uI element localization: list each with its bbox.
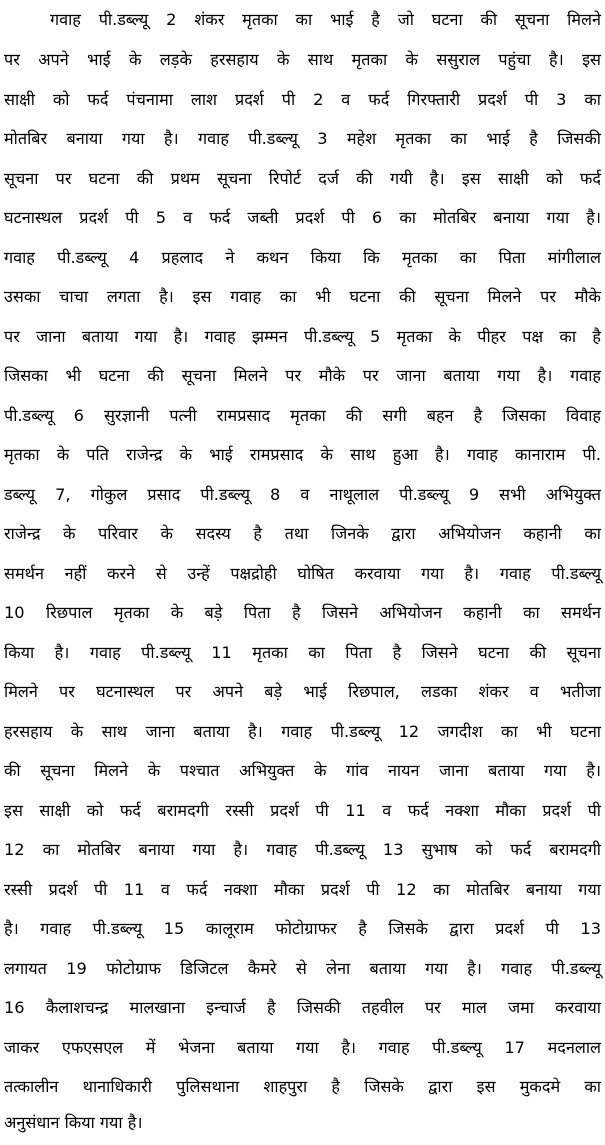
text-line: रस्सी प्रदर्श पी 11 व फर्द नक्शा मौका प्रदर्श पी 12 का मोतबिर बनाया गया (4, 880, 601, 899)
text-line: पी.डब्ल्यू 6 सुरज्ञानी पत्नी रामप्रसाद मृतका की सगी बहन है जिसका विवाह (4, 406, 601, 425)
text-line: पर अपने भाई के लड़के हरसहाय के साथ मृतका के ससुराल पहुंचा है। इस (4, 50, 601, 69)
text-line: मिलने पर घटनास्थल पर अपने बड़े भाई रिछपाल, लडका शंकर व भतीजा (4, 682, 601, 701)
text-line: इस साक्षी को फर्द बरामदगी रस्सी प्रदर्श पी 11 व फर्द नक्शा मौका प्रदर्श पी (4, 801, 601, 820)
text-line: घटनास्थल प्रदर्श पी 5 व फर्द जब्ती प्रदर्श पी 6 का मोतबिर बनाया गया है। (4, 208, 601, 227)
text-line: जिसका भी घटना की सूचना मिलने पर मौके पर जाना बताया गया है। गवाह (4, 366, 601, 385)
text-line: साक्षी को फर्द पंचनामा लाश प्रदर्श पी 2 व फर्द गिरफ्तारी प्रदर्श पी 3 का (4, 90, 601, 109)
text-line: तत्कालीन थानाधिकारी पुलिसथाना शाहपुरा है जिसके द्वारा इस मुकदमे का (4, 1077, 601, 1096)
text-line: किया है। गवाह पी.डब्ल्यू 11 मृतका का पिता है जिसने घटना की सूचना (4, 643, 601, 662)
text-line: गवाह पी.डब्ल्यू 4 प्रहलाद ने कथन किया कि मृतका का पिता मांगीलाल (4, 248, 601, 267)
text-line: गवाह पी.डब्ल्यू 2 शंकर मृतका का भाई है जो घटना की सूचना मिलने (50, 10, 601, 29)
text-line: 12 का मोतबिर बनाया गया है। गवाह पी.डब्ल्यू 13 सुभाष को फर्द बरामदगी (4, 840, 601, 859)
text-line: है। गवाह पी.डब्ल्यू 15 कालूराम फोटोग्राफर है जिसके द्वारा प्रदर्श पी 13 (4, 919, 601, 938)
text-line: की सूचना मिलने के पश्चात अभियुक्त के गांव नायन जाना बताया गया है। (4, 761, 601, 780)
text-line: 10 रिछपाल मृतका के बड़े पिता है जिसने अभियोजन कहानी का समर्थन (4, 603, 601, 622)
text-line: मोतबिर बनाया गया है। गवाह पी.डब्ल्यू 3 महेश मृतका का भाई है जिसकी (4, 129, 601, 148)
text-line: लगायत 19 फोटोग्राफ डिजिटल कैमरे से लेना बताया गया है। गवाह पी.डब्ल्यू (4, 959, 601, 978)
text-line: अनुसंधान किया गया है। (4, 1113, 143, 1132)
text-line: उसका चाचा लगता है। इस गवाह का भी घटना की सूचना मिलने पर मौके (4, 287, 601, 306)
text-line: डब्ल्यू 7, गोकुल प्रसाद पी.डब्ल्यू 8 व नाथूलाल पी.डब्ल्यू 9 सभी अभियुक्त (4, 485, 601, 504)
text-line: समर्थन नहीं करने से उन्हें पक्षद्रोही घोषित करवाया गया है। गवाह पी.डब्ल्यू (4, 564, 601, 583)
text-line: 16 कैलाशचन्द्र मालखाना इन्चार्ज है जिसकी तहवील पर माल जमा करवाया (4, 998, 601, 1017)
text-line: पर जाना बताया गया है। गवाह झम्मन पी.डब्ल्यू 5 मृतका के पीहर पक्ष का है (4, 327, 601, 346)
text-line: मृतका के पति राजेन्द्र के भाई रामप्रसाद के साथ हुआ है। गवाह कानाराम पी. (4, 445, 601, 464)
text-line: हरसहाय के साथ जाना बताया है। गवाह पी.डब्ल्यू 12 जगदीश का भी घटना (4, 722, 601, 741)
text-line: सूचना पर घटना की प्रथम सूचना रिपोर्ट दर्ज की गयी है। इस साक्षी को फर्द (4, 169, 601, 188)
text-line: राजेन्द्र के परिवार के सदस्य है तथा जिनके द्वारा अभियोजन कहानी का (4, 524, 601, 543)
text-line: जाकर एफएसएल में भेजना बताया गया है। गवाह पी.डब्ल्यू 17 मदनलाल (4, 1038, 601, 1057)
